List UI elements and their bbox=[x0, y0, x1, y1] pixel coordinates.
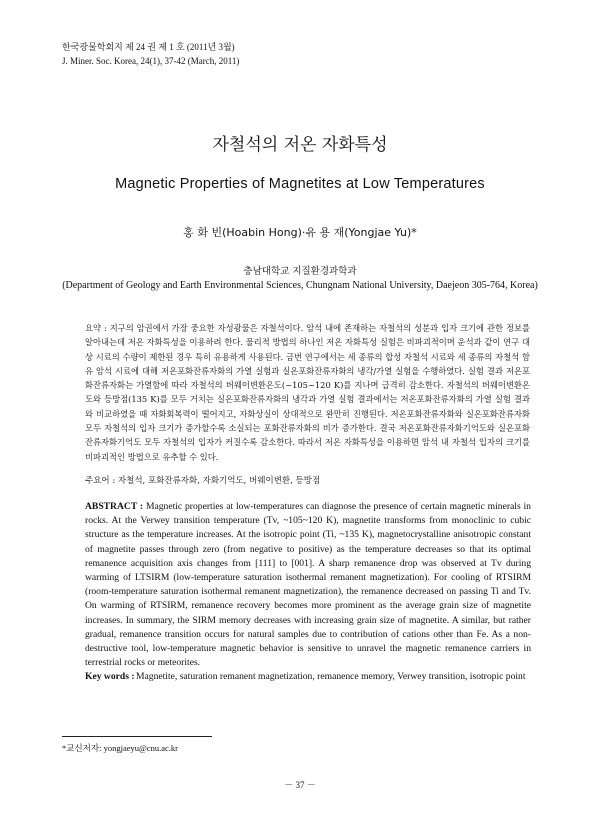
journal-citation-ko: 한국광물학회지 제 24 권 제 1 호 (2011년 3월) bbox=[62, 42, 235, 52]
affiliation-korean: 충남대학교 지질환경과학과 bbox=[243, 266, 357, 277]
abstract-korean-text: 지구의 암권에서 가장 중요한 자성광물은 자철석이다. 암석 내에 존재하는 자철석의 성분과 입자 크기에 관한 정보를 알아내는데 저온 자화특성을 이용하려 한다. 물리적 방법의 하나인 저온 자화특성 실험은 비파괴적이며 운석과 같이 연구 대상 시료의 수량이 제한된 경우 특히 유용하게 사용된다. 금번 연구에서는 세 종류의 합성 자철석 시료와 세 종류의 자철석 함유 암석 시료에 대해 저온포화잔류자화의 가열 실험과 실온포화잔류자화의 냉각/가열 실험을 수행하였다. 실험 결과 저온포화잔류자화는 가열함에 따라 자철석의 버웨이변환온도(~105~120 K)를 지나며 급격히 감소한다. 자철석의 버웨이변환온도와 등방점(135 K)를 모두 거치는 실온포화잔류자화의 냉각과 가열 실험 결과에서는 저온포화잔류자화의 가열 실험 결과와 비교하였을 때 자화회복력이 떨어지고, 자화상실이 상대적으로 완만히 진행된다. 저온포화잔류자화와 실온포화잔류자화 모두 자철석의 입자 크기가 증가할수록 소실되는 포화잔류자화의 비가 증가한다. 결국 저온포화잔류자화기억도와 실온포화잔류자화기억도 모두 자철석의 입자가 커질수록 감소한다. 따라서 저온 자화특성을 이용하면 암석 내 자철석 입자의 크기를 비파괴적인 방법으로 유추할 수 있다. bbox=[85, 323, 530, 462]
corresponding-author-footnote: *교신저자: yongjaeyu@cnu.ac.kr bbox=[62, 743, 178, 753]
footnote-divider bbox=[62, 736, 212, 737]
abstract-english bbox=[85, 500, 531, 670]
page-number: － 37 － bbox=[284, 780, 316, 790]
abstract-korean bbox=[85, 321, 530, 464]
title-korean: 자철석의 저온 자화특성 bbox=[212, 135, 388, 155]
author-list: 홍 화 빈(Hoabin Hong)·유 용 재(Yongjae Yu)* bbox=[183, 226, 417, 239]
keywords-korean-label: 주요어 : bbox=[85, 476, 118, 486]
keywords-korean bbox=[85, 474, 530, 486]
abstract-english-text: Magnetic properties at low-temperatures can diagnose the presence of certain magnetic minerals in rocks. At the Verwey transition temperature (Tv, ~105~120 K), magnetite transforms from monoclinic to cubic structure as the temperature increases. At the isotropic point (Ti, ~135 K), magnetocrystalline anisotropic constant of magnetite passes through zero (from negative to positive) as the temperature decreases so that its optimal remanence acquisition axis changes from [111] to [001]. A sharp remanence drop was observed at Tv during warming of LTSIRM (low-temperature saturation isothermal remanent magnetization). For cooling of RTSIRM (room-temperature saturation isothermal remanent magnetization), the remanence decreased on passing Ti and Tv. On warming of RTSIRM, remanence recovery becomes more prominent as the average grain size of magnetite increases. In summary, the SIRM memory decreases with increasing grain size of magnetite. A similar, but rather gradual, remanence transition occurs for natural samples due to contribution of cations other than Fe. As a non-destructive tool, low-temperature magnetic behavior is sensitive to unravel the magnetic remanence carriers in terrestrial rocks or meteorites. bbox=[85, 501, 531, 669]
abstract-english-label: ABSTRACT : bbox=[85, 501, 146, 512]
keywords-english-label: Key words : bbox=[85, 671, 135, 682]
abstract-korean-label: 요약 : bbox=[85, 323, 110, 333]
keywords-korean-text: 자철석, 포화잔류자화, 자화기억도, 버웨이변환, 등방점 bbox=[117, 476, 321, 486]
keywords-english-text: Magnetite, saturation remanent magnetization, remanence memory, Verwey transition, isotropic point bbox=[136, 671, 526, 682]
affiliation-english: (Department of Geology and Earth Environmental Sciences, Chungnam National University, Daejeon 305-764, Korea) bbox=[62, 280, 538, 291]
journal-citation-en: J. Miner. Soc. Korea, 24(1), 37-42 (March, 2011) bbox=[62, 56, 240, 66]
journal-header bbox=[62, 40, 239, 68]
title-english: Magnetic Properties of Magnetites at Low Temperatures bbox=[115, 176, 485, 192]
